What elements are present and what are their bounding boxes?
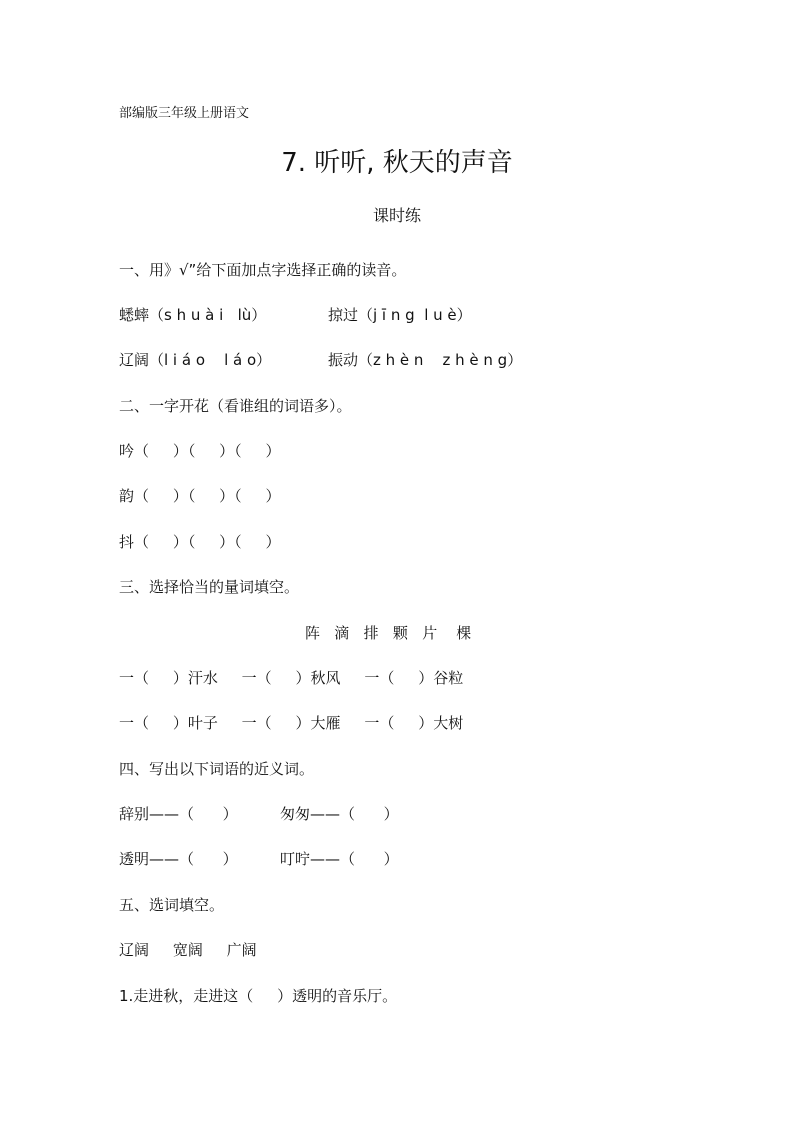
s2-row-2: 韵（ ）（ ）（ ） [119, 487, 281, 505]
s3-word-bank: 阵 滴 排 颗 片 棵 [305, 624, 472, 642]
s4-item-1: 辞别——（ ） [119, 805, 238, 823]
section-2-heading: 二、一字开花（看谁组的词语多）。 [119, 397, 352, 415]
document-header: 部编版三年级上册语文 [119, 106, 250, 121]
s1-item-4: 振动（z h è n z h è n g） [328, 351, 523, 369]
section-3-heading: 三、选择恰当的量词填空。 [119, 578, 300, 596]
s1-item-2: 掠过（j ī n g l u è） [328, 306, 472, 324]
s2-row-1: 吟（ ）（ ）（ ） [119, 442, 281, 460]
s3-row-2: 一（ ）叶子 一（ ）大雁 一（ ）大树 [119, 714, 464, 732]
lesson-subtitle: 课时练 [372, 206, 421, 225]
s4-item-4: 叮咛——（ ） [280, 850, 399, 868]
s5-question-1: 1.走进秋，走进这（ ）透明的音乐厅。 [119, 987, 398, 1005]
section-5-heading: 五、选词填空。 [119, 896, 225, 914]
s2-row-3: 抖（ ）（ ）（ ） [119, 533, 281, 551]
s1-item-1: 蟋蟀（s h u à i lù） [119, 306, 267, 324]
s1-item-3: 辽阔（l i á o l á o） [119, 351, 272, 369]
lesson-title: 7. 听听, 秋天的声音 [281, 148, 513, 178]
s5-word-choices: 辽阔 宽阔 广阔 [119, 941, 257, 959]
section-4-heading: 四、写出以下词语的近义词。 [119, 760, 315, 778]
s3-row-1: 一（ ）汗水 一（ ）秋风 一（ ）谷粒 [119, 669, 464, 687]
s4-item-2: 匆匆——（ ） [280, 805, 399, 823]
section-1-heading: 一、用》√”给下面加点字选择正确的读音。 [119, 261, 407, 279]
s4-item-3: 透明——（ ） [119, 850, 238, 868]
